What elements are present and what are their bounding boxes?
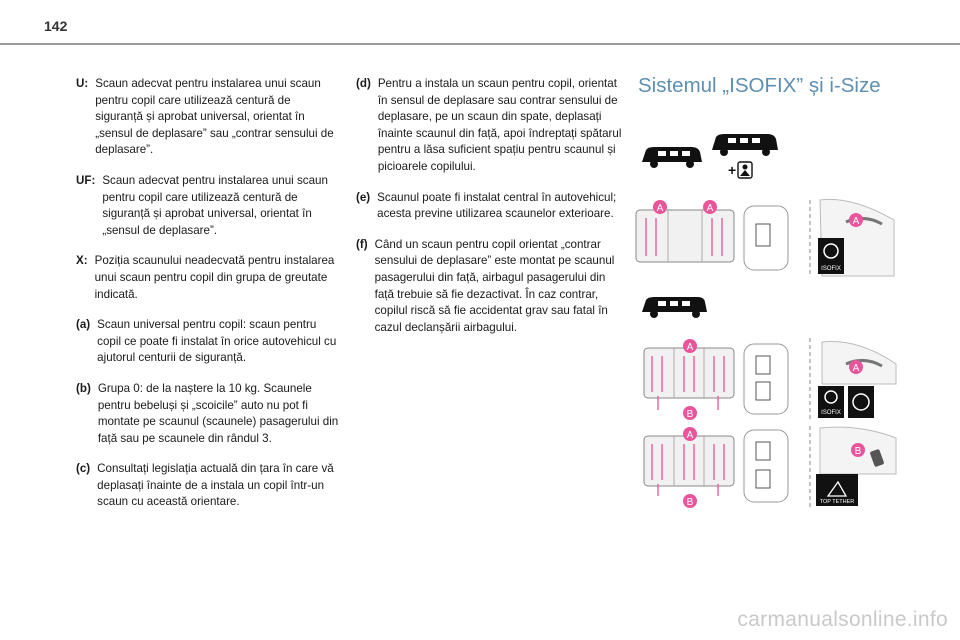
entry-uf: [76, 173, 340, 239]
entry-c: [76, 461, 340, 511]
entry-e: [356, 190, 624, 223]
rear-seats-illustration-3: [632, 424, 902, 514]
column-1: [76, 76, 340, 525]
entry-key: (c): [76, 462, 91, 476]
isofix-logo-icon: [818, 386, 844, 418]
footer-watermark: carmanualsonline.info: [737, 608, 948, 631]
svg-text:TOP TETHER: TOP TETHER: [819, 499, 855, 505]
vehicle-silhouettes: [636, 128, 786, 184]
svg-text:ISOFIX: ISOFIX: [821, 410, 841, 416]
entry-key: (d): [356, 77, 371, 90]
entry-text: Scaunul poate fi instalat central în autovehicul; acesta previne utilizarea scaunelor exterioare.: [377, 190, 617, 221]
entry-x: [76, 253, 340, 303]
svg-text:A: A: [686, 342, 694, 353]
entry-text: Poziția scaunului neadecvată pentru instalarea unui scaun pentru copil din grupa de greutate indicată.: [94, 254, 335, 301]
entry-a: [76, 317, 340, 367]
entry-key: X:: [76, 254, 88, 268]
entry-f: [356, 237, 624, 337]
svg-text:A: A: [852, 216, 860, 227]
child-seat-pictogram: [738, 162, 752, 178]
marker-a-5: [849, 360, 863, 374]
entry-text: Pentru a instala un scaun pentru copil, orientat în sensul de deplasare sau contrar sensului de deplasare, pe un scaun din spate, deplasați înainte scaunul din față, apoi îndreptați spătarul pentru a lăsa suficient spațiu pentru scaunul și picioarele copilului.: [377, 77, 622, 173]
entry-u: [76, 76, 340, 159]
car-topview-icon: [744, 344, 788, 414]
svg-text:A: A: [656, 203, 664, 214]
top-tether-logo-icon: [816, 474, 858, 506]
svg-text:B: B: [854, 446, 862, 457]
entry-key: (b): [76, 381, 91, 395]
rear-bench-icon: [636, 210, 734, 262]
page-number: 142: [44, 18, 68, 34]
svg-text:B: B: [686, 409, 694, 420]
svg-text:B: B: [686, 497, 694, 508]
isofix-logo-icon: [818, 238, 844, 274]
van-short-icon: [642, 147, 702, 168]
entry-text: Scaun universal pentru copil: scaun pentru copil ce poate fi instalat în orice autovehicul cu ajutorul centurii de siguranță.: [97, 318, 337, 365]
plus-sign: +: [728, 162, 737, 178]
rear-bench-icon: [644, 348, 734, 410]
svg-text:A: A: [706, 203, 714, 214]
entry-key: (e): [356, 190, 371, 204]
rear-bench-icon: [644, 436, 734, 496]
entry-key: U:: [76, 77, 89, 90]
section-title: Sistemul „ISOFIX” și i-Size: [638, 74, 881, 97]
marker-a-4: [683, 339, 697, 353]
marker-a-3: [849, 213, 863, 227]
entry-key: (a): [76, 318, 91, 332]
entry-b: [76, 381, 340, 447]
marker-a-6: [683, 427, 697, 441]
marker-b-3: [851, 443, 865, 457]
car-topview-icon: [744, 206, 788, 270]
van-long-middle-icon: [638, 290, 710, 326]
entry-text: Grupa 0: de la naștere la 10 kg. Scaunele pentru bebeluși și „scoicile” auto nu pot fi montate pe scaunul (scaunele) pasagerului din față sau pe scaunele din rândul 3.: [97, 381, 339, 445]
marker-a-1: [653, 200, 667, 214]
entry-key: UF:: [76, 173, 96, 187]
marker-a-2: [703, 200, 717, 214]
marker-b-2: [683, 494, 697, 508]
rear-seats-illustration-1: [632, 196, 902, 278]
marker-b-1: [683, 406, 697, 420]
entry-d: [356, 76, 624, 176]
header-rule: [0, 43, 960, 45]
entry-text: Când un scaun pentru copil orientat „contrar sensului de deplasare” este montat pe scaunul pasagerului din față, airbagul pasagerului din față trebuie să fie dezactivat. În caz contrar, copilul riscă să fie accidentat grav sau fatal în cazul declanșării airbagului.: [374, 237, 615, 334]
van-long-icon: [712, 134, 778, 156]
i-size-logo-icon: [848, 386, 874, 418]
svg-text:A: A: [852, 363, 860, 374]
entry-text: Consultați legislația actuală din țara în care vă deplasați înainte de a instala un copil într-un scaun cu această orientare.: [97, 462, 334, 509]
svg-text:ISOFIX: ISOFIX: [821, 266, 841, 272]
entry-key: (f): [356, 237, 368, 251]
svg-text:A: A: [686, 430, 694, 441]
car-topview-icon: [744, 430, 788, 502]
entry-text: Scaun adecvat pentru instalarea unui scaun pentru copil care utilizează centură de siguranță și aprobat universal, orientat în „sensul de deplasare” sau „contrar sensului de deplasare”.: [95, 77, 334, 157]
rear-seats-illustration-2: [632, 334, 902, 424]
entry-text: Scaun adecvat pentru instalarea unui scaun pentru copil care utilizează centură de siguranță și aprobat universal, orientat în „sensul de deplasare”.: [102, 173, 328, 237]
column-2: [356, 76, 624, 350]
